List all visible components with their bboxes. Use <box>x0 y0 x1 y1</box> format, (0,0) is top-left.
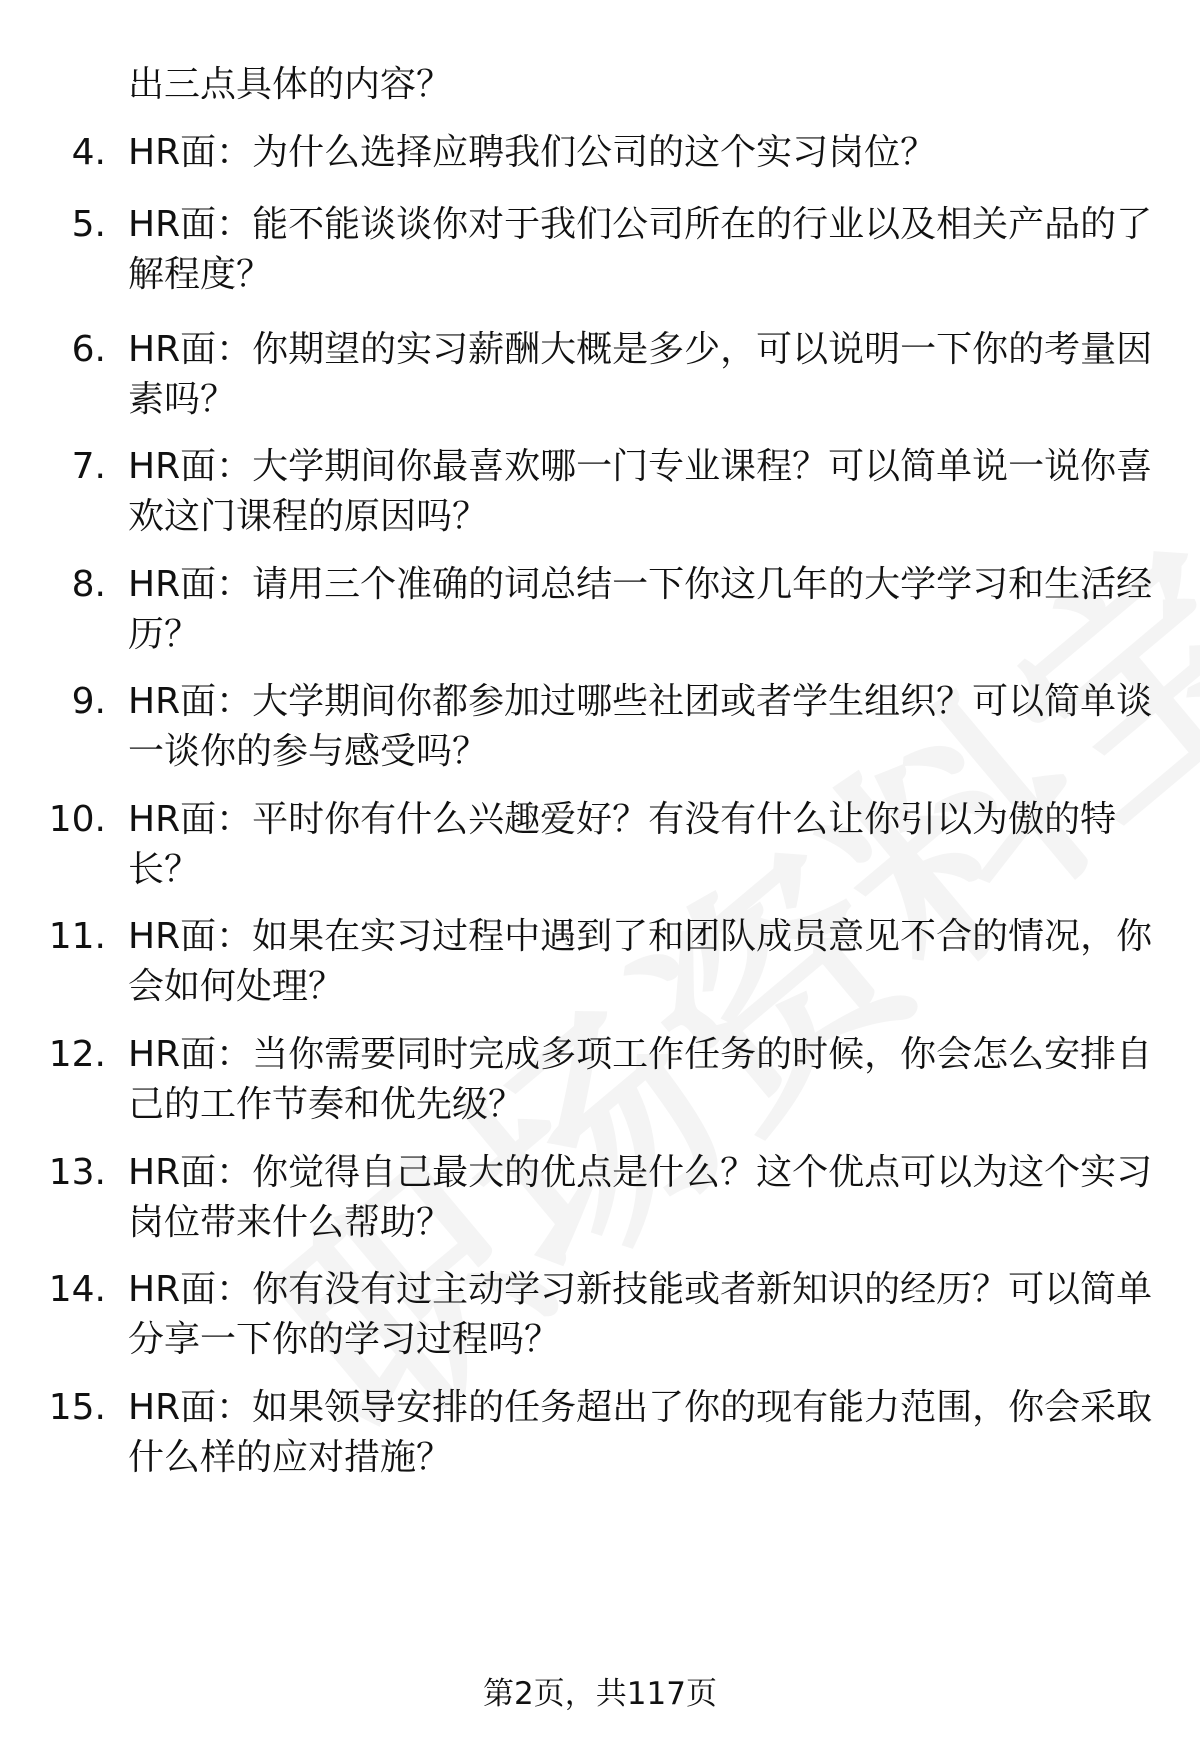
item-text: HR面：大学期间你都参加过哪些社团或者学生组织？可以简单谈一谈你的参与感受吗？ <box>128 681 1153 772</box>
item-number: 11. <box>48 916 106 957</box>
item-text: HR面：为什么选择应聘我们公司的这个实习岗位？ <box>128 132 937 173</box>
item-text: HR面：如果领导安排的任务超出了你的现有能力范围，你会采取什么样的应对措施？ <box>128 1387 1153 1478</box>
item-number: 14. <box>48 1269 106 1310</box>
item-number: 5. <box>71 204 106 245</box>
item-text: HR面：大学期间你最喜欢哪一门专业课程？可以简单说一说你喜欢这门课程的原因吗？ <box>128 446 1153 537</box>
item-text: HR面：当你需要同时完成多项工作任务的时候，你会怎么安排自己的工作节奏和优先级？ <box>128 1034 1153 1125</box>
item-number: 9. <box>71 681 106 722</box>
item-number: 4. <box>71 132 106 173</box>
item-number: 10. <box>48 799 106 840</box>
item-text: HR面：你期望的实习薪酬大概是多少，可以说明一下你的考量因素吗？ <box>128 329 1153 420</box>
item-number: 6. <box>71 329 106 370</box>
item-number: 7. <box>71 446 106 487</box>
item-text: HR面：你有没有过主动学习新技能或者新知识的经历？可以简单分享一下你的学习过程吗？ <box>128 1269 1153 1360</box>
item-text: HR面：平时你有什么兴趣爱好？有没有什么让你引以为傲的特长？ <box>128 799 1117 890</box>
item-number: 8. <box>71 564 106 605</box>
item-text: HR面：请用三个准确的词总结一下你这几年的大学学习和生活经历？ <box>128 564 1153 655</box>
item-text: HR面：能不能谈谈你对于我们公司所在的行业以及相关产品的了解程度？ <box>128 204 1153 295</box>
item-number: 12. <box>48 1034 106 1075</box>
item-number: 13. <box>48 1152 106 1193</box>
continuation-text: 出三点具体的内容？ <box>128 64 453 105</box>
item-text: HR面：如果在实习过程中遇到了和团队成员意见不合的情况，你会如何处理？ <box>128 916 1153 1007</box>
item-text: HR面：你觉得自己最大的优点是什么？这个优点可以为这个实习岗位带来什么帮助？ <box>128 1152 1153 1243</box>
item-number: 15. <box>48 1387 106 1428</box>
page-footer: 第2页，共117页 <box>483 1676 717 1712</box>
